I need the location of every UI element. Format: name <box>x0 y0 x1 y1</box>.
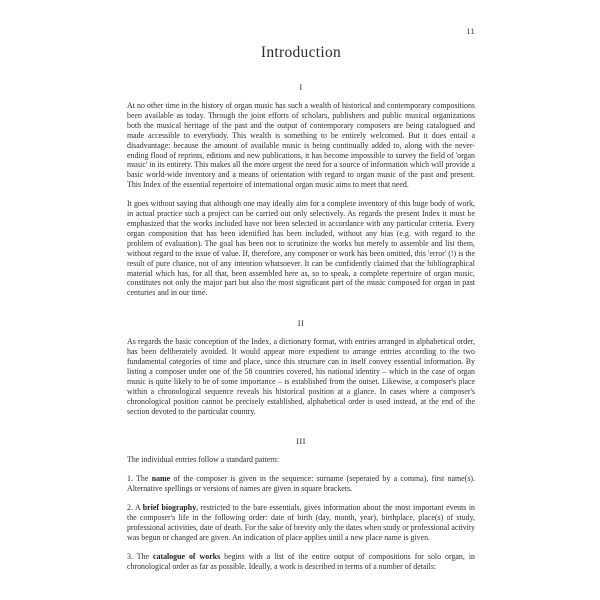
item-3-prefix: The <box>136 551 154 561</box>
item-2-number: 2. <box>127 503 133 513</box>
numbered-item-2 <box>127 503 475 543</box>
section-numeral-3: III <box>296 436 306 447</box>
standard-pattern-intro: The individual entries follow a standard pattern: <box>127 455 280 465</box>
page-number: 11 <box>466 26 475 36</box>
item-1-number: 1. <box>127 474 133 484</box>
item-1-bold-term: name <box>151 474 171 484</box>
section-numeral-2: II <box>297 318 305 329</box>
numbered-item-3 <box>127 552 475 572</box>
page-content <box>127 44 475 581</box>
item-1-rest: of the composer is given in the sequence: surname (seperated by a comma), first name(s). Alternative spellings or versions of names are given in square brackets. <box>127 474 475 494</box>
item-1-prefix: The <box>136 474 152 484</box>
paragraph-1-1: At no other time in the history of organ music has such a wealth of historical and contemporary compositions been available as today. Through the joint efforts of scholars, publishers and public musical organizations both the musical heritage of the past and the output of contemporary composers are being catalogued and made accessible to everybody. This wealth is something to be entirely welcomed. But it does entail a disadvantage: because the amount of available music is being continually added to, along with the never-ending flood of reprints, editions and new publications, it has become impossible to survey the field of 'organ music' in its entirety. This makes all the more urgent the need for a source of information which will provide a basic world-wide inventory and a means of orientation with regard to organ music of the past and present. This Index of the essential repertoire of international organ music aims to meet that need. <box>127 101 475 190</box>
item-3-number: 3. <box>127 551 133 561</box>
item-2-prefix: A <box>135 503 143 513</box>
numbered-item-1 <box>127 474 475 494</box>
item-2-rest: , restricted to the bare essentials, gives information about the most important events in the composer's life in the following order: date of birth (day, month, year), birthplace, place(s) of study, professional activities, date of death. For the sake of brevity only the dates when study or professional activity was begun or changed are given. An indication of place applies until a new place name is given. <box>127 503 475 542</box>
paragraph-1-2: It goes without saying that although one may ideally aim for a complete inventory of this huge body of work, in actual practice such a project can be carried out only selectively. As regards the present Index it must be emphasized that the works included have not been selected in accordance with any particular criteria. Every organ composition that has been identified has been included, without any bias (e.g. with regard to the problem of evaluation). The goal has been not to scrutinize the works but merely to assemble and list them, without regard to the issue of value. If, therefore, any composer or work has been omitted, this 'error' (!) is the result of pure chance, not of any intention whatsoever. It can be confidently claimed that the bibliographical material which has, for all that, been assembled here as, so to speak, a complete repertoire of organ music, constitutes not only the major part but also the most significant part of the music composed for organ in past centuries and in our time. <box>127 199 475 298</box>
paragraph-2-1: As regards the basic conception of the Index, a dictionary format, with entries arranged in alphabetical order, has been deliberately avoided. It would appear more expedient to arrange entries according to the two fundamental categories of time and place, since this structure can in itself convey essential information. By listing a composer under one of the 58 countries covered, his national identity – which in the case of organ music is quite likely to be of some importance – is established from the outset. Likewise, a composer's place within a chronological sequence reveals his historical position at a glance. In cases where a composer's chronological position cannot be precisely established, alphabetical order is used instead, at the end of the section devoted to the particular country. <box>127 337 475 416</box>
item-3-rest: begins with a list of the entire output of compositions for solo organ, in chronological order as far as possible. Ideally, a work is described in terms of a number of details: <box>127 551 475 571</box>
section-numeral-1: I <box>299 82 303 92</box>
item-3-bold-term: catalogue of works <box>153 551 221 561</box>
page-title: Introduction <box>260 44 342 61</box>
item-2-bold-term: brief biography <box>142 503 197 513</box>
